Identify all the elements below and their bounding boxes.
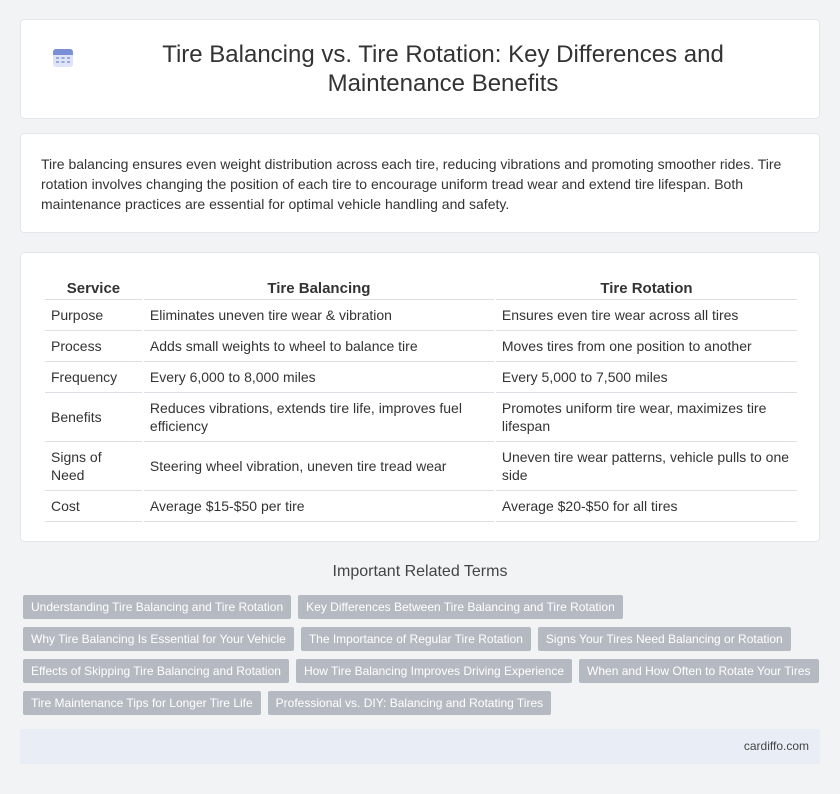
related-term-tag[interactable]: How Tire Balancing Improves Driving Experience xyxy=(296,659,572,683)
calendar-icon xyxy=(51,45,75,69)
related-term-tag[interactable]: Understanding Tire Balancing and Tire Rotation xyxy=(23,595,291,619)
table-row xyxy=(45,442,797,491)
comparison-table-card xyxy=(20,252,820,542)
table-cell: Purpose xyxy=(45,300,142,331)
table-cell: Adds small weights to wheel to balance tire xyxy=(144,331,494,362)
related-term-tag[interactable]: Why Tire Balancing Is Essential for Your Vehicle xyxy=(23,627,294,651)
table-cell: Frequency xyxy=(45,362,142,393)
table-row xyxy=(45,362,797,393)
table-cell: Moves tires from one position to another xyxy=(496,331,797,362)
related-term-tag[interactable]: When and How Often to Rotate Your Tires xyxy=(579,659,818,683)
table-row xyxy=(45,393,797,442)
table-row xyxy=(45,491,797,522)
related-term-tag[interactable]: The Importance of Regular Tire Rotation xyxy=(301,627,531,651)
footer xyxy=(20,729,820,764)
table-cell: Eliminates uneven tire wear & vibration xyxy=(144,300,494,331)
title-card xyxy=(20,19,820,119)
table-cell: Ensures even tire wear across all tires xyxy=(496,300,797,331)
column-header: Tire Rotation xyxy=(496,273,797,300)
comparison-table xyxy=(43,273,799,522)
table-cell: Every 5,000 to 7,500 miles xyxy=(496,362,797,393)
related-term-tag[interactable]: Key Differences Between Tire Balancing and Tire Rotation xyxy=(298,595,623,619)
table-row xyxy=(45,331,797,362)
table-cell: Benefits xyxy=(45,393,142,442)
column-header: Tire Balancing xyxy=(144,273,494,300)
table-row xyxy=(45,300,797,331)
table-header-row xyxy=(45,273,797,300)
related-term-tag[interactable]: Tire Maintenance Tips for Longer Tire Life xyxy=(23,691,261,715)
footer-site-link[interactable]: cardiffo.com xyxy=(743,739,809,753)
table-cell: Process xyxy=(45,331,142,362)
table-cell: Average $15-$50 per tire xyxy=(144,491,494,522)
table-cell: Cost xyxy=(45,491,142,522)
column-header: Service xyxy=(45,273,142,300)
related-terms-heading: Important Related Terms xyxy=(332,563,508,580)
table-cell: Uneven tire wear patterns, vehicle pulls to one side xyxy=(496,442,797,491)
intro-paragraph: Tire balancing ensures even weight distribution across each tire, reducing vibrations and promoting smoother rides. Tire rotation involves changing the position of each tire to encourage uniform tread wear and extend tire lifespan. Both maintenance practices are essential for optimal vehicle handling and safety. xyxy=(41,156,782,212)
related-term-tag[interactable]: Effects of Skipping Tire Balancing and Rotation xyxy=(23,659,289,683)
table-cell: Signs of Need xyxy=(45,442,142,491)
page-title: Tire Balancing vs. Tire Rotation: Key Differences and Maintenance Benefits xyxy=(162,41,724,97)
table-cell: Reduces vibrations, extends tire life, improves fuel efficiency xyxy=(144,393,494,442)
table-cell: Every 6,000 to 8,000 miles xyxy=(144,362,494,393)
intro-card xyxy=(20,133,820,233)
related-term-tag[interactable]: Professional vs. DIY: Balancing and Rotating Tires xyxy=(268,691,551,715)
table-cell: Promotes uniform tire wear, maximizes tire lifespan xyxy=(496,393,797,442)
related-term-tag[interactable]: Signs Your Tires Need Balancing or Rotation xyxy=(538,627,791,651)
table-cell: Steering wheel vibration, uneven tire tread wear xyxy=(144,442,494,491)
related-terms-list xyxy=(23,595,823,723)
table-cell: Average $20-$50 for all tires xyxy=(496,491,797,522)
